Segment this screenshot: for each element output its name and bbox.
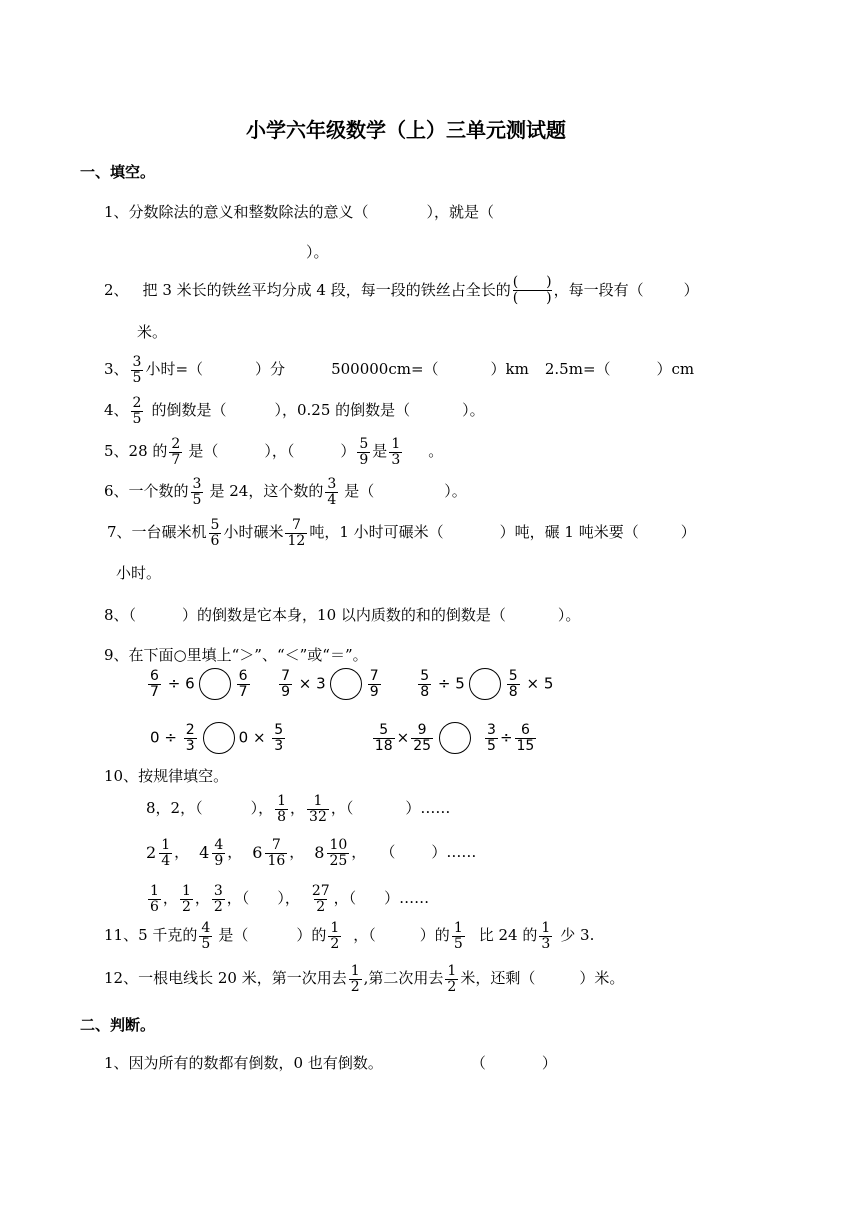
operator: ÷ [167, 674, 181, 693]
fraction [411, 723, 433, 753]
j1-paren-close: ） [541, 1054, 557, 1072]
numerator: 1 [161, 837, 171, 853]
fraction [418, 669, 431, 699]
q11-text-a: 11、5 千克的 [104, 926, 198, 945]
fraction [212, 884, 225, 914]
page-title: 小学六年级数学（上）三单元测试题 [246, 118, 566, 142]
fraction [357, 437, 370, 467]
fraction [131, 355, 144, 385]
question-5 [104, 437, 443, 467]
denominator: 9 [369, 683, 379, 700]
denominator: 7 [150, 683, 159, 700]
question-12 [104, 964, 624, 994]
number: 3 [316, 674, 326, 693]
fraction [368, 669, 381, 699]
q12-text-a: 12、一根电线长 20 米，第一次用去 [104, 969, 347, 988]
denominator: 7 [171, 451, 181, 468]
q9-row-2 [150, 722, 538, 754]
q12-text-c: 米，还剩（ [460, 969, 536, 988]
q7-text-b: 小时碾米 [223, 523, 284, 542]
denominator: 2 [330, 935, 340, 952]
q6-text-a: 6、一个数的 [104, 482, 189, 501]
question-8 [104, 608, 580, 623]
denominator: 2 [447, 978, 457, 995]
separator: ， [194, 889, 210, 908]
denominator: 2 [350, 978, 360, 995]
q9-text: 9、在下面○里填上“＞”、“＜”或“＝”。 [104, 646, 368, 664]
numerator: 1 [313, 793, 323, 809]
denominator: 4 [161, 852, 171, 869]
denominator: 9 [359, 451, 369, 468]
q8-text-a: 8、（ [104, 606, 137, 624]
q3-text-h: ）cm [656, 360, 695, 379]
q4-text-b: 的倒数是（ [151, 401, 227, 420]
fraction [485, 723, 498, 753]
fraction [310, 884, 332, 914]
numerator: 4 [201, 920, 211, 936]
numerator: 9 [417, 721, 427, 738]
q10-row-2 [146, 838, 476, 868]
numerator: 1 [391, 436, 401, 452]
denominator: 3 [185, 737, 195, 754]
q5-text-d: ） [340, 442, 356, 461]
comparison-circle[interactable] [203, 722, 235, 754]
whole-number: 2 [146, 843, 157, 863]
q11-text-g: 比 24 的 [478, 926, 538, 945]
fraction [515, 723, 537, 753]
numerator: 2 [185, 721, 195, 738]
fraction [373, 723, 395, 753]
section-true-false-heading: 二、判断。 [80, 1016, 156, 1034]
judgment-1 [104, 1056, 557, 1071]
numerator: 6 [238, 667, 248, 684]
numerator: 5 [420, 667, 430, 684]
fraction [169, 437, 182, 467]
denominator: 7 [238, 683, 248, 700]
denominator: 8 [277, 808, 287, 825]
denominator: 25 [413, 737, 432, 754]
numerator: 1 [350, 963, 360, 979]
whole-number: 4 [199, 843, 210, 863]
numerator: 5 [210, 517, 220, 533]
q9-row-1 [146, 668, 553, 700]
numerator: 1 [453, 920, 463, 936]
denominator: 3 [391, 451, 401, 468]
fraction [452, 921, 465, 951]
numerator: 1 [150, 883, 159, 899]
denominator: 2 [181, 898, 191, 915]
q11-text-d: ，（ [353, 926, 376, 945]
fraction [184, 723, 197, 753]
numerator: 27 [311, 883, 330, 899]
q10-row-1 [146, 794, 450, 824]
j1-paren-open: （ [470, 1054, 486, 1072]
denominator: 4 [327, 491, 337, 508]
question-11 [104, 921, 594, 951]
denominator: 8 [420, 683, 430, 700]
numerator: 1 [277, 793, 287, 809]
q2-blank-den: ( ) [512, 290, 552, 307]
separator: ， [227, 843, 243, 862]
fraction [212, 838, 225, 868]
q6-text-d: ）。 [444, 482, 467, 501]
q10-text: 10、按规律填空。 [104, 767, 229, 785]
denominator: 9 [214, 852, 224, 869]
numerator: 6 [520, 721, 530, 738]
denominator: 2 [213, 898, 223, 915]
operator: ÷ [164, 728, 177, 747]
comparison-circle[interactable] [439, 722, 471, 754]
q3-text-b: 小时=（ [145, 360, 204, 379]
fraction [307, 794, 329, 824]
fraction [148, 669, 161, 699]
j1-text: 1、因为所有的数都有倒数，0 也有倒数。 [104, 1054, 383, 1072]
operator: × [298, 674, 312, 693]
fraction [279, 669, 292, 699]
denominator: 5 [201, 935, 211, 952]
denominator: 16 [267, 852, 286, 869]
q4-text-c: ），0.25 的倒数是（ [274, 401, 411, 420]
fraction [349, 964, 362, 994]
numerator: 3 [213, 883, 223, 899]
q1-text-c: ）。 [306, 243, 329, 261]
q2-text-e: 米。 [137, 323, 168, 341]
numerator: 10 [329, 837, 348, 853]
q10r2-text-b: （ [380, 843, 396, 862]
numerator: 1 [181, 883, 191, 899]
comparison-circle[interactable] [469, 668, 501, 700]
q2-num: 2、 [104, 280, 129, 299]
q5-text-c: ），（ [264, 442, 295, 461]
q7-text-f: 小时。 [116, 564, 162, 582]
number: 0 [150, 728, 160, 747]
denominator: 5 [132, 369, 142, 386]
q3-text-g: 2.5m=（ [544, 360, 611, 379]
separator: ， [289, 843, 305, 862]
question-4 [104, 396, 485, 426]
numerator: 7 [281, 667, 291, 684]
q3-text-c: ）分 [255, 360, 286, 379]
numerator: 3 [132, 354, 142, 370]
numerator: 5 [274, 721, 284, 738]
q10-row-3 [146, 884, 429, 914]
q10r1-text-d: ，（ [330, 799, 354, 818]
q10r3-text-c: ）…… [384, 889, 430, 908]
fraction [507, 669, 520, 699]
denominator: 12 [287, 532, 306, 549]
numerator: 7 [291, 517, 301, 533]
q7-text-c: 吨，1 小时可碾米（ [309, 523, 444, 542]
denominator: 2 [316, 898, 326, 915]
q2-text-c: ，每一段有（ [553, 280, 644, 299]
question-10 [104, 769, 228, 784]
q12-text-b: ,第二次用去 [363, 969, 444, 988]
denominator: 5 [192, 491, 202, 508]
fraction [328, 921, 341, 951]
separator: ， [162, 889, 178, 908]
question-2-cont [137, 325, 167, 340]
numerator: 5 [359, 436, 369, 452]
whole-number: 8 [314, 843, 325, 863]
number: 5 [543, 674, 554, 693]
q11-text-h: 少 3. [560, 926, 595, 945]
fraction [445, 964, 458, 994]
denominator: 3 [541, 935, 551, 952]
fraction [265, 838, 287, 868]
fraction [209, 518, 222, 548]
q3-text-e: ）km [490, 360, 529, 379]
q2-text-d: ） [683, 280, 699, 299]
numerator: 1 [447, 963, 457, 979]
q7-text-d: ）吨，碾 1 吨米要（ [499, 523, 639, 542]
separator: ，（ [226, 889, 250, 908]
q4-num: 4、 [104, 401, 129, 420]
q5-text-b: 是（ [188, 442, 219, 461]
number: 0 [238, 728, 249, 747]
separator: ， [351, 843, 367, 862]
denominator: 15 [516, 737, 535, 754]
question-7 [107, 518, 696, 548]
section-fill-blanks-heading: 一、填空。 [80, 163, 156, 181]
denominator: 18 [374, 737, 393, 754]
denominator: 5 [132, 410, 142, 427]
q1-text-a: 1、分数除法的意义和整数除法的意义（ [104, 203, 369, 221]
separator: ，（ [333, 889, 357, 908]
q10r1-text-a: 8，2，（ [146, 799, 203, 818]
fraction [237, 669, 250, 699]
numerator: 3 [487, 721, 496, 738]
fraction [285, 518, 307, 548]
q12-text-d: ）米。 [579, 969, 625, 988]
question-1-cont [306, 245, 329, 260]
numerator: 5 [508, 667, 518, 684]
q7-text-a: 7、一台碾米机 [107, 523, 207, 542]
fraction [199, 921, 212, 951]
operator: ÷ [437, 674, 451, 693]
q11-text-e: ）的 [419, 926, 450, 945]
q10r1-text-e: ）…… [405, 799, 451, 818]
denominator: 32 [309, 808, 327, 825]
question-2 [104, 275, 699, 307]
denominator: 25 [329, 852, 348, 869]
denominator: 6 [210, 532, 220, 549]
denominator: 5 [453, 935, 463, 952]
denominator: 6 [150, 898, 159, 915]
q4-text-d: ）。 [462, 401, 485, 420]
question-6 [104, 477, 467, 507]
q5-text-a: 5、28 的 [104, 442, 168, 461]
denominator: 9 [281, 683, 291, 700]
q2-blank-num: ( ) [512, 274, 552, 290]
q7-text-e: ） [680, 523, 696, 542]
numerator: 3 [192, 476, 202, 492]
question-7-cont [116, 566, 161, 581]
fraction [327, 838, 349, 868]
fraction [148, 884, 161, 914]
q6-text-c: 是（ [344, 482, 375, 501]
denominator: 5 [487, 737, 496, 754]
q6-text-b: 是 24，这个数的 [209, 482, 324, 501]
q10r3-text-b: ）， [277, 889, 300, 908]
numerator: 5 [379, 721, 389, 738]
question-3 [104, 355, 694, 385]
fraction [180, 884, 193, 914]
operator: × [396, 728, 410, 747]
separator: ， [174, 843, 190, 862]
fraction [272, 723, 285, 753]
question-1 [104, 205, 494, 220]
q8-text-c: ）。 [557, 606, 581, 624]
numerator: 3 [327, 476, 337, 492]
q3-text-d: 500000cm=（ [331, 360, 439, 379]
q11-text-c: ）的 [296, 926, 327, 945]
numerator: 4 [214, 837, 224, 853]
numerator: 7 [271, 837, 281, 853]
q5-text-e: 是 [372, 442, 388, 461]
q10r1-text-b: ）， [250, 799, 274, 818]
fraction [275, 794, 288, 824]
numerator: 1 [541, 920, 551, 936]
question-9 [104, 648, 368, 663]
q10r1-text-c: ， [290, 799, 306, 818]
operator: × [526, 674, 540, 693]
number: 5 [455, 674, 465, 693]
q10r2-text-c: ）…… [431, 843, 477, 862]
numerator: 2 [132, 395, 142, 411]
fraction [389, 437, 402, 467]
q3-num: 3、 [104, 360, 129, 379]
q2-text: 把 3 米长的铁丝平均分成 4 段，每一段的铁丝占全长的 [142, 280, 511, 299]
q8-text-b: ）的倒数是它本身，10 以内质数的和的倒数是（ [182, 606, 506, 624]
operator: × [252, 728, 266, 747]
comparison-circle[interactable] [199, 668, 231, 700]
numerator: 6 [150, 667, 159, 684]
q1-text-b: ），就是（ [426, 203, 495, 221]
q5-text-g: 。 [428, 442, 444, 461]
q11-text-b: 是（ [218, 926, 249, 945]
numerator: 7 [369, 667, 379, 684]
operator: ÷ [499, 728, 513, 747]
fraction [159, 838, 172, 868]
fraction [131, 396, 144, 426]
numerator: 1 [330, 920, 340, 936]
denominator: 3 [274, 737, 284, 754]
number: 6 [185, 674, 195, 693]
fraction [191, 477, 204, 507]
fraction [325, 477, 338, 507]
denominator: 8 [508, 683, 518, 700]
q2-blank-fraction [513, 275, 552, 307]
comparison-circle[interactable] [330, 668, 362, 700]
whole-number: 6 [252, 843, 263, 863]
numerator: 2 [171, 436, 181, 452]
fraction [539, 921, 552, 951]
